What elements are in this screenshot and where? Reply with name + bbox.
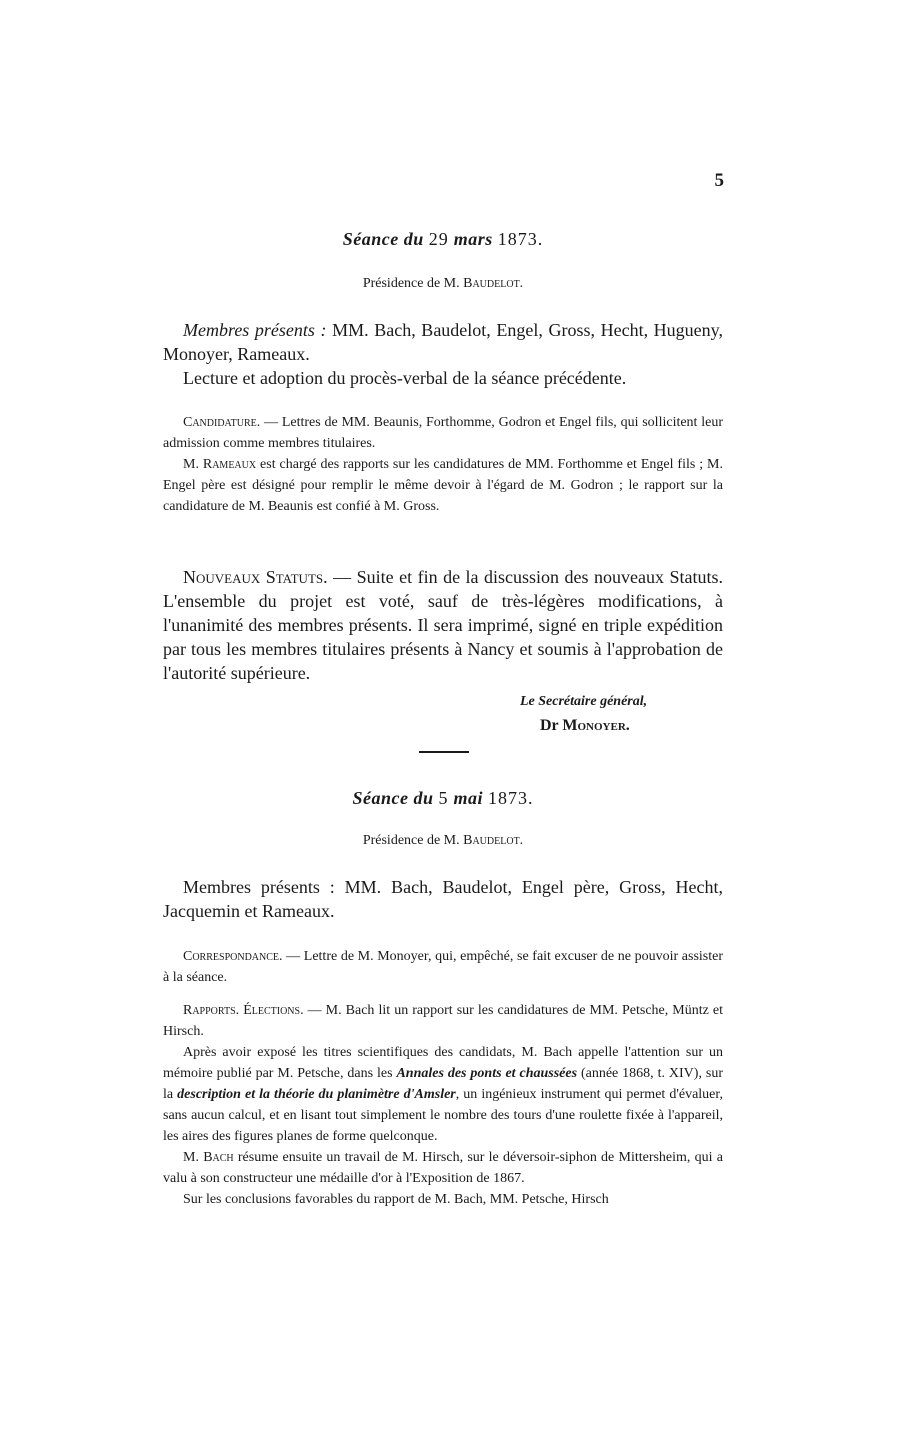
candidature-paragraph: Candidature. — Lettres de MM. Beaunis, Forthomme, Godron et Engel fils, qui sollicitent leur admission comme membres titulaires. M. Rameaux est chargé des rapports sur les candidatures de MM. Forthomme et Engel fils ; M. Engel père est désigné pour remplir le même devoir à l'égard de M. Godron ; le rapport sur la candidature de M. Beaunis est confié à M. Gross.: [163, 415, 723, 514]
rapports-paragraph: Rapports. Élections. — M. Bach lit un rapport sur les candidatures de MM. Petsche, Müntz et Hirsch. Après avoir exposé les titres scientifiques des candidats, M. Bach appelle l'attention sur un mémoire publié par M. Petsche, dans les Annales des ponts et chaussées (année 1868, t. XIV), sur la description et la théorie du planimètre d'Amsler, un ingénieux instrument qui permet d'évaluer, sans aucun calcul, et en lisant tout simplement le nombre des tours d'une roulette fixée à l'appareil, les aires des figures planes de forme quelconque. M. Bach résume ensuite un travail de M. Hirsch, sur le déversoir-siphon de Mittersheim, qui a valu à son constructeur une médaille d'or à l'Exposition de 1867. Sur les conclusions favorables du rapport de M. Bach, MM. Petsche, Hirsch: [163, 1000, 723, 1210]
statuts-paragraph: Nouveaux Statuts. — Suite et fin de la discussion des nouveaux Statuts. L'ensemble du projet est voté, sauf de très-légères modifications, à l'unanimité des membres présents. Il sera imprimé, signé en triple expédition par tous les membres titulaires présents à Nancy et soumis à l'approbation de l'autorité supérieure.: [163, 567, 723, 683]
lecture-paragraph: Lecture et adoption du procès-verbal de la séance précédente.: [183, 368, 627, 388]
signature-title: Le Secrétaire général,: [520, 694, 648, 709]
conclusions-paragraph: Sur les conclusions favorables du rapport de M. Bach, MM. Petsche, Hirsch: [183, 1192, 609, 1207]
page-number: 5: [714, 170, 724, 191]
bach-paragraph: M. Bach résume ensuite un travail de M. Hirsch, sur le déversoir-siphon de Mittersheim, qui a valu à son constructeur une médaille d'or à l'Exposition de 1867.: [163, 1150, 723, 1186]
section-separator: [419, 751, 469, 753]
members-label: Membres présents :: [183, 320, 327, 340]
seance1-title: Séance du 29 mars 1873.: [342, 229, 544, 249]
seance2-presidence: Présidence de M. Baudelot.: [362, 833, 524, 848]
signature-name: Dr Monoyer.: [540, 717, 630, 734]
seance1-members: Membres présents : MM. Bach, Baudelot, Engel, Gross, Hecht, Hugueny, Monoyer, Rameaux. Lecture et adoption du procès-verbal de la séance précédente.: [163, 320, 723, 388]
seance1-presidence: Présidence de M. Baudelot.: [362, 276, 524, 291]
seance2-title: Séance du 5 mai 1873.: [352, 788, 534, 808]
correspondance-paragraph: Correspondance. — Lettre de M. Monoyer, qui, empêché, se fait excuser de ne pouvoir assister à la séance.: [163, 949, 723, 985]
seance2-members: Membres présents : MM. Bach, Baudelot, Engel père, Gross, Hecht, Jacquemin et Rameaux.: [163, 877, 723, 921]
apres-paragraph: Après avoir exposé les titres scientifiques des candidats, M. Bach appelle l'attention sur un mémoire publié par M. Petsche, dans les Annales des ponts et chaussées (année 1868, t. XIV), sur la description et la théorie du planimètre d'Amsler, un ingénieux instrument qui permet d'évaluer, sans aucun calcul, et en lisant tout simplement le nombre des tours d'une roulette fixée à l'appareil, les aires des figures planes de forme quelconque.: [163, 1045, 723, 1144]
